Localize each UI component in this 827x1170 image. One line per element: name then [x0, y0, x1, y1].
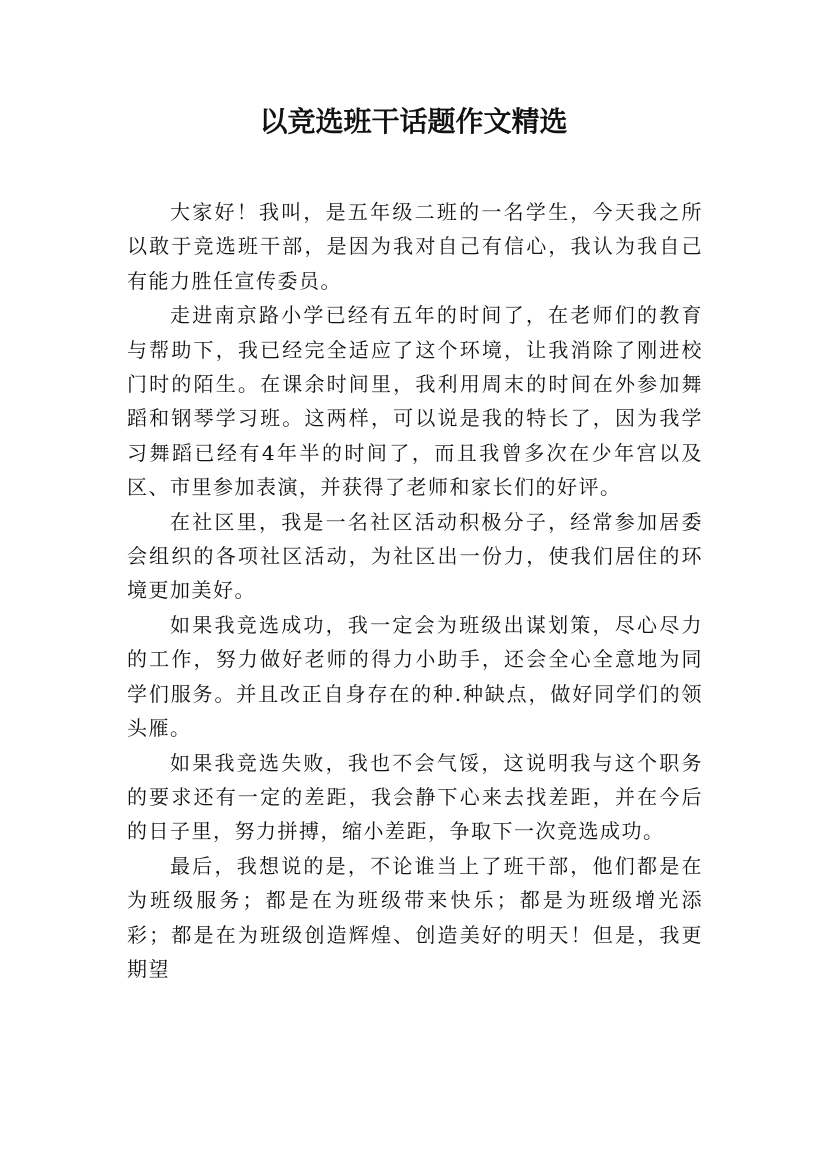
paragraph: 如果我竞选失败，我也不会气馁，这说明我与这个职务的要求还有一定的差距，我会静下心来去找差距，并在今后的日子里，努力拼搏，缩小差距，争取下一次竞选成功。 [127, 750, 703, 844]
document-body [127, 195, 703, 986]
paragraph: 走进南京路小学已经有五年的时间了，在老师们的教育与帮助下，我已经完全适应了这个环境，让我消除了刚进校门时的陌生。在课余时间里，我利用周末的时间在外参加舞蹈和钢琴学习班。这两样，可以说是我的特长了，因为我学习舞蹈已经有4年半的时间了，而且我曾多次在少年宫以及区、市里参加表演，并获得了老师和家长们的好评。 [127, 303, 703, 500]
paragraph: 大家好！我叫，是五年级二班的一名学生，今天我之所以敢于竞选班干部，是因为我对自己有信心，我认为我自己有能力胜任宣传委员。 [127, 200, 703, 293]
paragraph: 在社区里，我是一名社区活动积极分子，经常参加居委会组织的各项社区活动，为社区出一份力，使我们居住的环境更加美好。 [127, 509, 703, 603]
paragraph: 最后，我想说的是，不论谁当上了班干部，他们都是在为班级服务；都是在为班级带来快乐；都是为班级增光添彩；都是在为班级创造辉煌、创造美好的明天！但是，我更期望 [127, 853, 703, 981]
paragraph: 如果我竞选成功，我一定会为班级出谋划策，尽心尽力的工作，努力做好老师的得力小助手，还会全心全意地为同学们服务。并且改正自身存在的种.种缺点，做好同学们的领头雁。 [127, 612, 703, 741]
document-title: 以竞选班干话题作文精选 [259, 105, 568, 138]
